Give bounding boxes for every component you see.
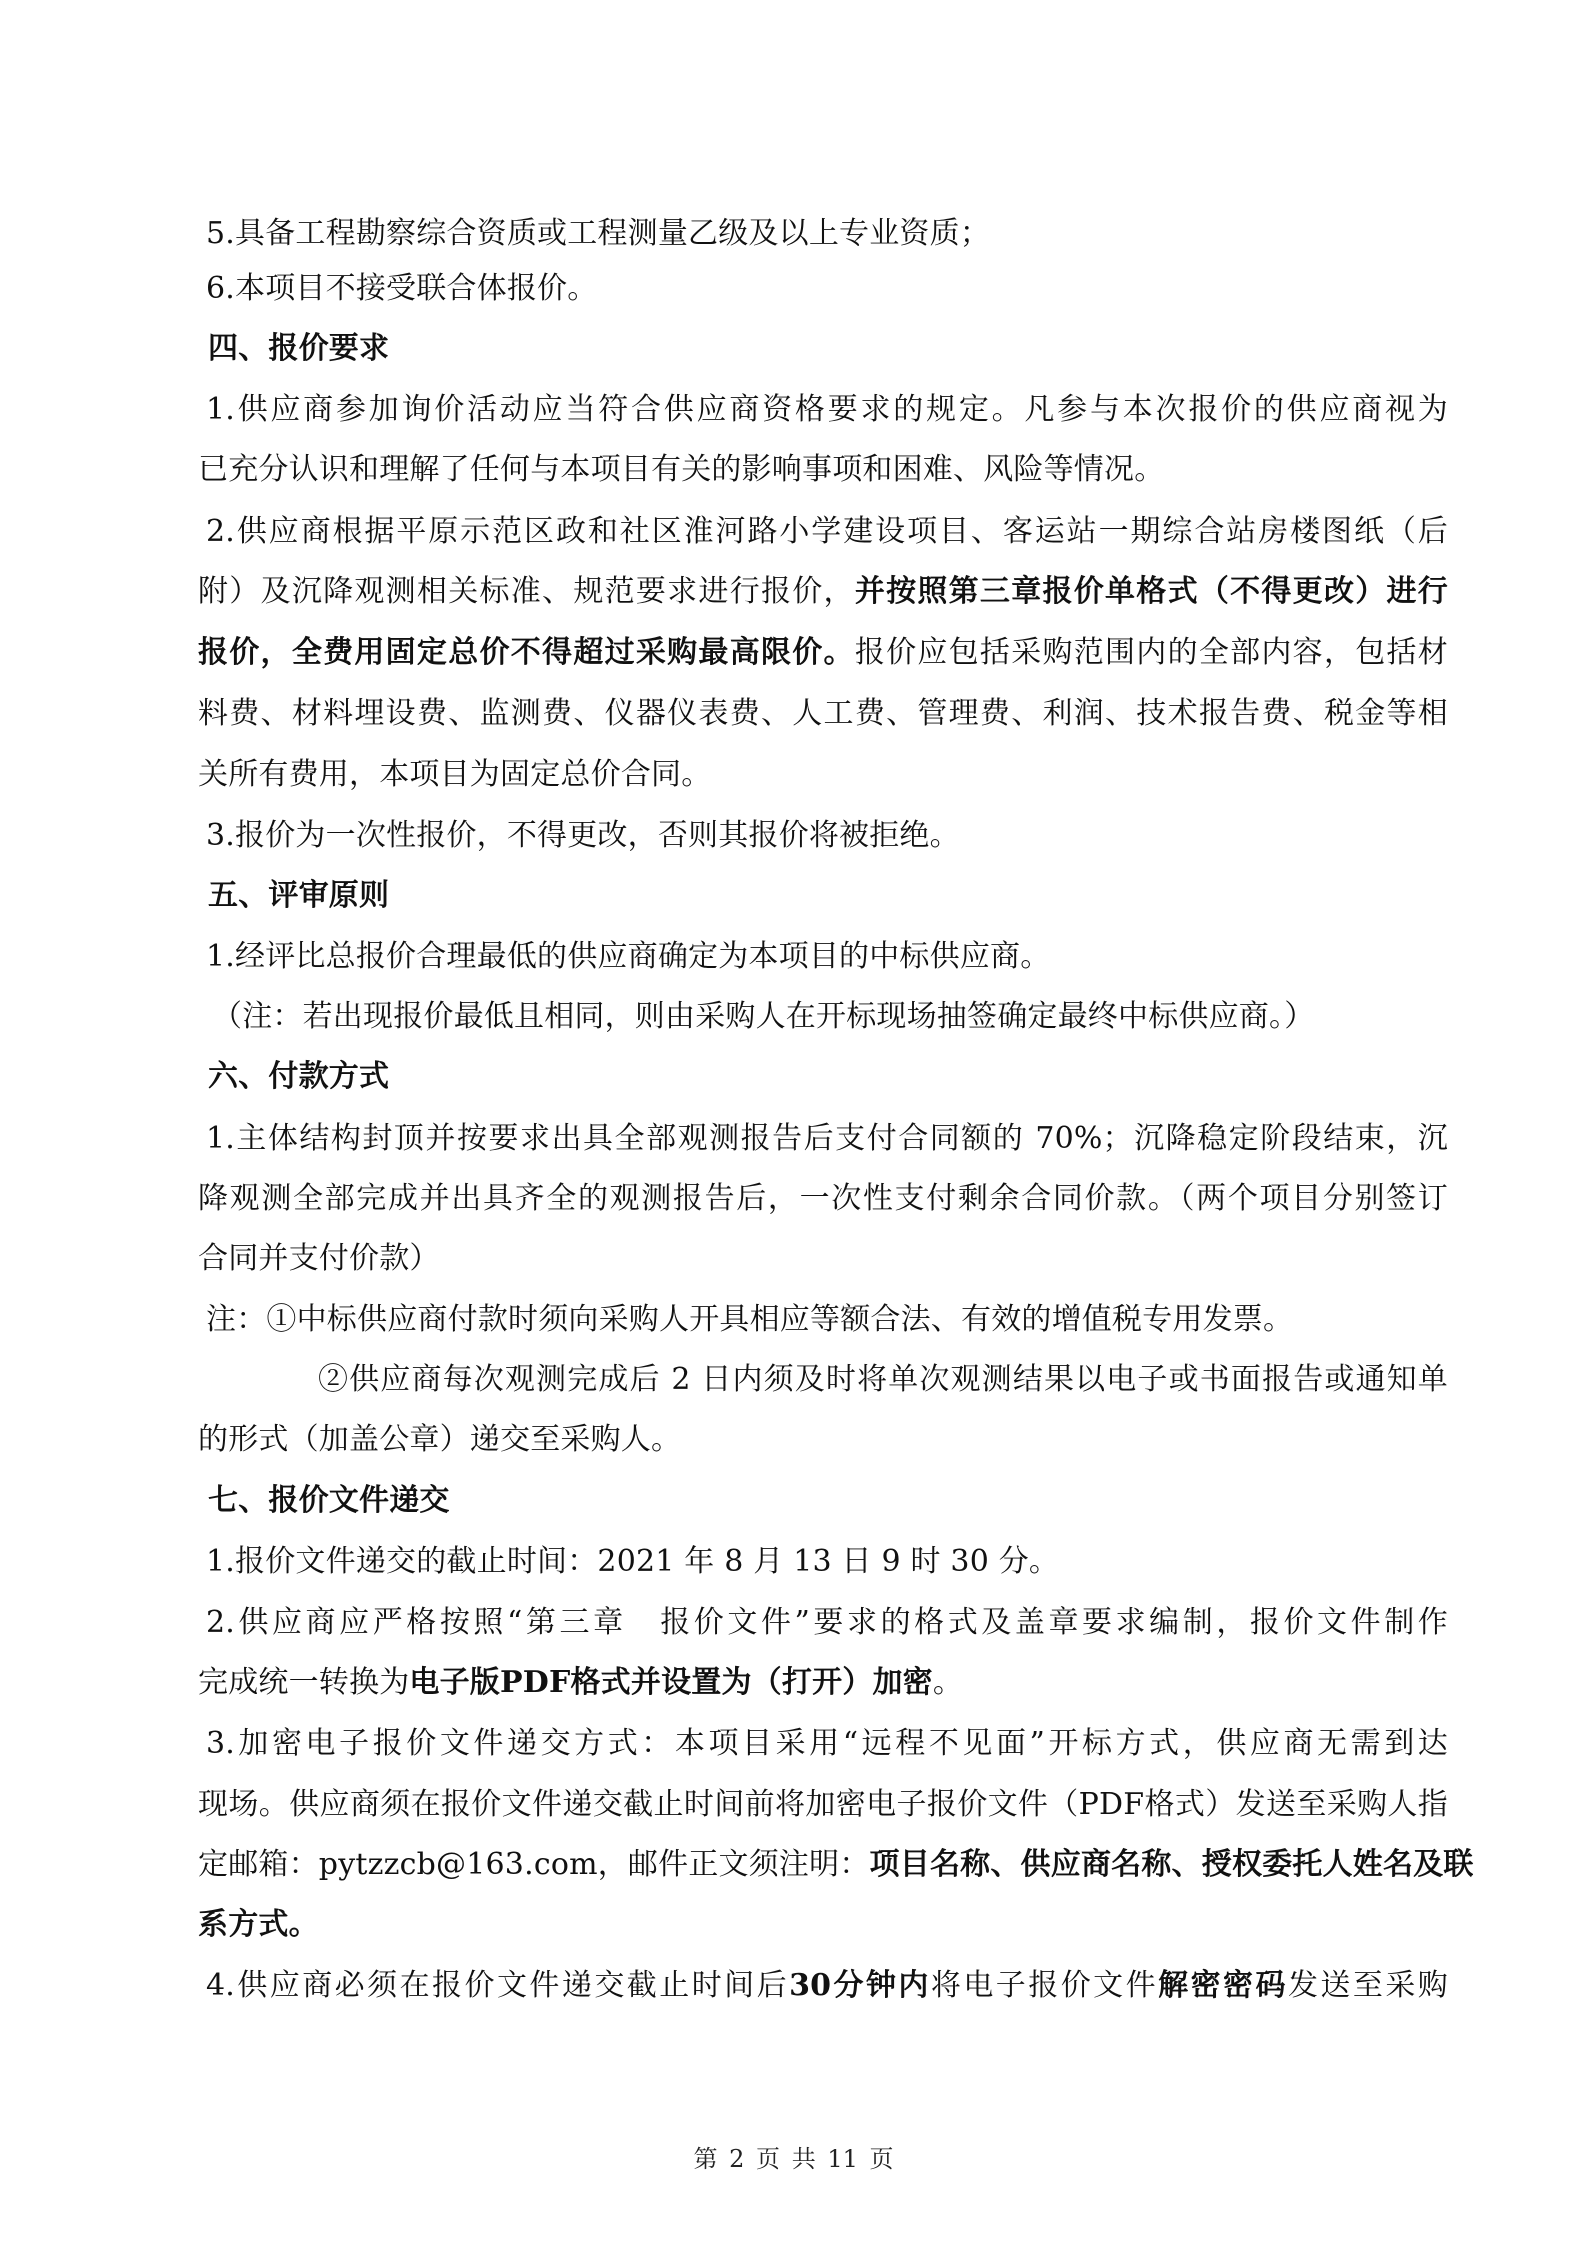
paragraph-line — [198, 1843, 1474, 1887]
paragraph-line — [198, 1661, 1448, 1705]
paragraph-line: 5.具备工程勘察综合资质或工程测量乙级及以上专业资质； — [206, 216, 991, 251]
section-heading-5: 五、评审原则 — [208, 878, 390, 913]
paragraph-text: 。 — [932, 1665, 964, 1700]
paragraph-text: 将电子报价文件 — [930, 1968, 1159, 2003]
paragraph-line: 现场。供应商须在报价文件递交截止时间前将加密电子报价文件（PDF格式）发送至采购人指 — [198, 1787, 1448, 1822]
note-line: 的形式（加盖公章）递交至采购人。 — [198, 1422, 682, 1457]
bold-text: 项目名称、供应商名称、授权委托人姓名及联 — [869, 1847, 1474, 1882]
footer-mid: 页 — [756, 2145, 781, 2173]
section-heading-4: 四、报价要求 — [208, 331, 390, 366]
footer-page-number: 2 — [729, 2145, 745, 2173]
section-heading-7: 七、报价文件递交 — [208, 1483, 450, 1518]
paragraph-line: 3.报价为一次性报价，不得更改，否则其报价将被拒绝。 — [206, 818, 960, 853]
bold-text: 30分钟内 — [789, 1968, 931, 2003]
bold-text: 报价，全费用固定总价不得超过采购最高限价。 — [198, 635, 855, 670]
footer-prefix: 第 — [693, 2145, 718, 2173]
bold-text: 并按照第三章报价单格式（不得更改）进行 — [854, 574, 1448, 609]
paragraph-line: 合同并支付价款） — [198, 1241, 440, 1276]
paragraph-line — [198, 570, 1448, 614]
paragraph-line: 2.供应商应严格按照“第三章 报价文件”要求的格式及盖章要求编制，报价文件制作 — [206, 1605, 1448, 1640]
paragraph-text: 发送至采购 — [1287, 1968, 1448, 2003]
footer-total-prefix: 共 — [791, 2145, 816, 2173]
paragraph-line: 降观测全部完成并出具齐全的观测报告后，一次性支付剩余合同价款。（两个项目分别签订 — [198, 1181, 1448, 1216]
paragraph-text: 完成统一转换为 — [198, 1665, 410, 1700]
note-line: （注：若出现报价最低且相同，则由采购人在开标现场抽签确定最终中标供应商。） — [212, 999, 1315, 1034]
paragraph-line: 1.供应商参加询价活动应当符合供应商资格要求的规定。凡参与本次报价的供应商视为 — [206, 392, 1448, 427]
paragraph-line: 1.主体结构封顶并按要求出具全部观测报告后支付合同额的 70%；沉降稳定阶段结束，沉 — [206, 1121, 1448, 1156]
paragraph-text: 定邮箱：pytzzcb@163.com，邮件正文须注明： — [198, 1847, 870, 1882]
paragraph-line: 1.经评比总报价合理最低的供应商确定为本项目的中标供应商。 — [206, 939, 1051, 974]
paragraph-line: 关所有费用，本项目为固定总价合同。 — [198, 757, 712, 792]
page-footer — [0, 2144, 1587, 2174]
footer-suffix: 页 — [869, 2145, 894, 2173]
paragraph-line: 2.供应商根据平原示范区政和社区淮河路小学建设项目、客运站一期综合站房楼图纸（后 — [206, 514, 1448, 549]
section-heading-6: 六、付款方式 — [208, 1059, 390, 1094]
paragraph-line: 6.本项目不接受联合体报价。 — [206, 271, 598, 306]
document-page — [198, 0, 1474, 2245]
paragraph-text: 4.供应商必须在报价文件递交截止时间后 — [206, 1968, 790, 2003]
footer-total-pages: 11 — [827, 2145, 858, 2173]
note-line: ②供应商每次观测完成后 2 日内须及时将单次观测结果以电子或书面报告或通知单 — [318, 1362, 1448, 1397]
bold-text: 解密密码 — [1158, 1968, 1288, 2003]
paragraph-line: 料费、材料埋设费、监测费、仪器仪表费、人工费、管理费、利润、技术报告费、税金等相 — [198, 696, 1448, 731]
bold-text: 电子版PDF格式并设置为（打开）加密 — [409, 1665, 933, 1700]
paragraph-line — [198, 631, 1448, 675]
paragraph-line: 系方式。 — [198, 1907, 319, 1942]
paragraph-line: 已充分认识和理解了任何与本项目有关的影响事项和困难、风险等情况。 — [198, 452, 1165, 487]
paragraph-line: 1.报价文件递交的截止时间：2021 年 8 月 13 日 9 时 30 分。 — [206, 1544, 1060, 1579]
note-line: 注：①中标供应商付款时须向采购人开具相应等额合法、有效的增值税专用发票。 — [206, 1302, 1294, 1337]
paragraph-line — [206, 1964, 1448, 2008]
paragraph-text: 附）及沉降观测相关标准、规范要求进行报价， — [198, 574, 855, 609]
paragraph-line: 3.加密电子报价文件递交方式：本项目采用“远程不见面”开标方式，供应商无需到达 — [206, 1726, 1448, 1761]
paragraph-text: 报价应包括采购范围内的全部内容，包括材 — [854, 635, 1448, 670]
